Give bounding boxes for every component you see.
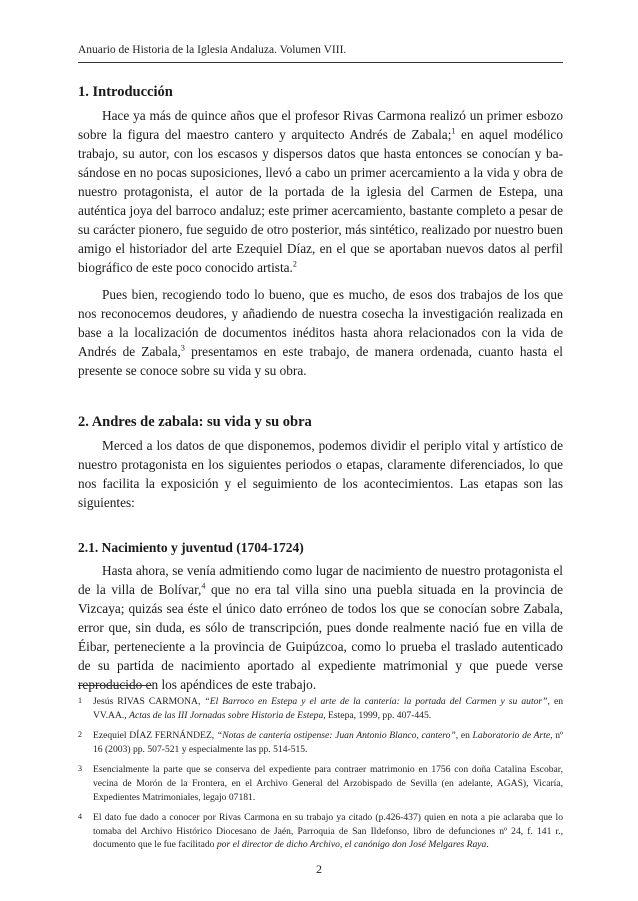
footnote-1: [78, 695, 563, 722]
footnote-separator: [78, 685, 152, 686]
footnotes: [78, 695, 563, 859]
footnote-2: [78, 729, 563, 756]
section-1-heading: 1. Introducción: [78, 84, 173, 100]
footnote-ref-2[interactable]: 2: [292, 259, 297, 269]
section-2-paragraph-1: Merced a los datos de que disponemos, podemos dividir el periplo vital y artístico de nuestro protagonista en los siguientes periodos o etapas, claramente diferenciados, lo que nos facilita la exposición y el seguimiento de los acontecimientos. Las etapas son las siguientes:: [78, 438, 563, 510]
section-2-1-heading: 2.1. Nacimiento y juventud (1704-1724): [78, 540, 304, 555]
section-1-paragraph-1: Hace ya más de quince años que el profesor Rivas Carmona realizó un primer esbozo sobre la figura del maestro cantero y arquitecto Andrés de Zabala;$^1$ en aquel modélico trabajo, su autor, con los escasos y dispersos datos que hasta entonces se conocían y basándose en no pocas suposiciones, llevó a cabo un primer acercamiento a la vida y obra de nuestro protagonista, el autor de la portada de la iglesia del Carmen de Estepa, una auténtica joya del barroco andaluz; este primer acercamiento, bastante completo a pesar de su carácter pionero, fue seguido de otro posterior, más sintético, realizado por nuestro buen amigo el historiador del arte Ezequiel Díaz, en el que se aportaban nuevos datos al perfil biográfico de este poco conocido artista.$^2$: [78, 108, 563, 275]
section-2-1-paragraph-1: Hasta ahora, se venía admitiendo como lugar de nacimiento de nuestro protagonista el de la villa de Bolívar,$^4$ que no era tal villa sino una puebla situada en la provincia de Vizcaya; quizás sea éste el único dato erróneo de todos los que se conocían sobre Zabala, error que, sin duda, es sólo de transcripción, pues donde realmente nació fue en villa de Éibar, perteneciente a la provincia de Guipúzcoa, como lo prueba el traslado autenticado de su partida de nacimiento aportado al expediente matrimonial y que puede verse reproducido en los apéndices de este trabajo.: [78, 563, 564, 692]
footnote-number: 4: [78, 812, 82, 822]
footnote-ref-3[interactable]: 3: [180, 343, 185, 353]
footnote-number: 1: [78, 696, 82, 705]
footnote-text: El dato fue dado a conocer por Rivas Carmona en su trabajo ya citado (p.426-437) quien en nota a pie aclaraba que lo tomaba del Archivo Histórico Diocesano de Jaén, Parroquia de San Ildefonso, libro de defunciones nº 24, f. 141 r., documento que le fue facilitado por el director de dicho Archivo, el canónigo don José Melgares Raya.: [93, 812, 563, 851]
footnote-number: 3: [78, 764, 82, 774]
section-1-paragraph-2: Pues bien, recogiendo todo lo bueno, que es mucho, de esos dos trabajos de los que nos reconocemos deudores, y añadiendo de nuestra cosecha la investigación realizada en base a la localización de documentos inéditos hasta ahora relacionados con la vida de Andrés de Zabala,$^3$ presentamos en este trabajo, de manera ordenada, cuanto hasta el presente se conoce sobre su vida y su obra.: [78, 287, 563, 378]
footnote-text: Ezequiel DÍAZ FERNÁNDEZ, “Notas de cantería ostipense: Juan Antonio Blanco, cantero”, en Laboratorio de Arte, nº 16 (2003) pp. 507-521 y especialmente las pp. 514-515.: [93, 730, 563, 755]
footnote-number: 2: [78, 730, 82, 740]
footnote-text: Esencialmente la parte que se conserva del expediente para contraer matrimonio en 1756 con doña Catalina Escobar, vecina de Morón de la Frontera, en el Archivo General del Arzobispado de Sevilla (en adelante, AGAS), Vicaría, Expedientes Matrimoniales, legajo 07181.: [93, 764, 563, 803]
footnote-4: [78, 811, 563, 852]
footnote-text: Jesús RIVAS CARMONA, “El Barroco en Estepa y el arte de la cantería: la portada del Carmen y su autor”, en VV.AA., Actas de las III Jornadas sobre Historia de Estepa, Estepa, 1999, pp. 407-445.: [93, 696, 563, 721]
page-number: 2: [316, 862, 322, 876]
main-content: [78, 83, 563, 702]
running-header: Anuario de Historia de la Iglesia Andaluza. Volumen VIII.: [78, 44, 347, 56]
footnote-ref-4[interactable]: 4: [201, 581, 206, 591]
footnote-ref-1[interactable]: 1: [451, 126, 456, 136]
section-2-heading: 2. Andres de zabala: su vida y su obra: [78, 414, 312, 430]
footnote-3: [78, 763, 563, 804]
header-rule: [78, 62, 563, 63]
